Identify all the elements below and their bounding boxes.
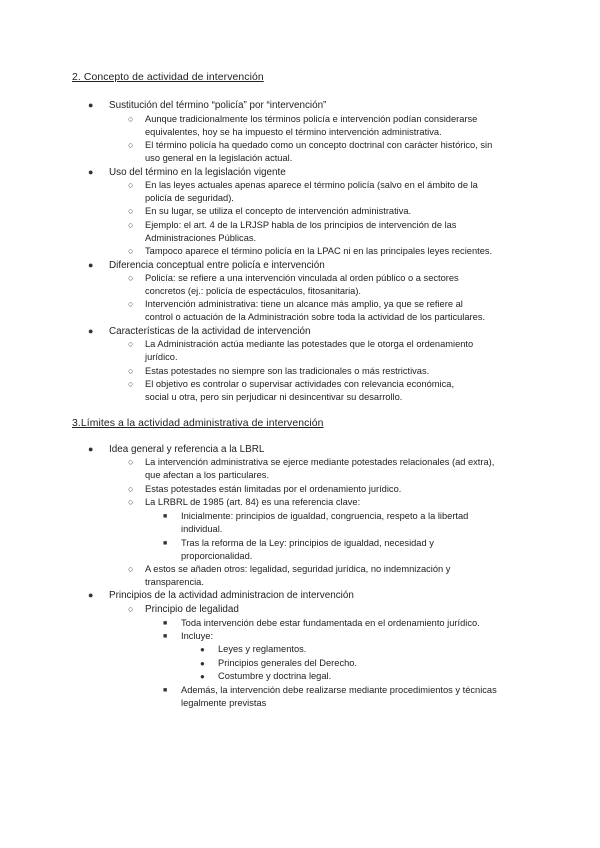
list-item-text: Estas potestades están limitadas por el ordenamiento jurídico. — [145, 484, 402, 494]
bullet-square-icon: ■ — [163, 633, 168, 640]
bullet-circle-icon: ○ — [128, 114, 134, 124]
list-item-text: Incluye: — [181, 631, 214, 641]
list-item-text: Intervención administrativa: tiene un alcance más amplio, ya que se refiere al — [145, 299, 463, 309]
list-item-label: Características de la actividad de intervención — [109, 326, 311, 337]
list-item-text: En su lugar, se utiliza el concepto de intervención administrativa. — [145, 206, 412, 216]
bullet-circle-icon: ○ — [128, 379, 134, 389]
list-item-text: Tampoco aparece el término policía en la LPAC ni en las principales leyes recientes. — [145, 246, 493, 256]
bullet-circle-icon: ○ — [128, 366, 134, 376]
list-item-label: Diferencia conceptual entre policía e intervención — [109, 260, 325, 271]
list-item-text: uso general en la legislación actual. — [145, 153, 293, 163]
bullet-square-icon: ■ — [163, 513, 168, 520]
list-item-label: Sustitución del término “policía” por “intervención” — [109, 100, 327, 111]
bullet-square-icon: ■ — [163, 620, 168, 627]
bullet-circle-icon: ○ — [128, 246, 134, 256]
bullet-circle-icon: ○ — [128, 273, 134, 283]
bullet-disc-icon: ● — [88, 100, 94, 110]
bullet-circle-icon: ○ — [128, 220, 134, 230]
bullet-disc-icon: ● — [88, 444, 94, 454]
list-item-text: proporcionalidad. — [181, 551, 253, 561]
bullet-disc-icon: ● — [88, 260, 94, 270]
bullet-circle-icon: ○ — [128, 299, 134, 309]
list-item-text: Estas potestades no siempre son las tradicionales o más restrictivas. — [145, 366, 430, 376]
list-item-text: Ejemplo: el art. 4 de la LRJSP habla de los principios de intervención de las — [145, 220, 457, 230]
list-item-label: Principio de legalidad — [145, 604, 239, 615]
bullet-circle-icon: ○ — [128, 339, 134, 349]
bullet-disc-icon: ● — [200, 672, 205, 681]
list-item-text: Inicialmente: principios de igualdad, congruencia, respeto a la libertad — [181, 511, 469, 521]
list-item-text: A estos se añaden otros: legalidad, seguridad jurídica, no indemnización y — [145, 564, 451, 574]
list-item-text: En las leyes actuales apenas aparece el término policía (salvo en el ámbito de la — [145, 180, 478, 190]
bullet-disc-icon: ● — [88, 326, 94, 336]
section-3-heading: 3.Límites a la actividad administrativa de intervención — [72, 418, 324, 429]
bullet-square-icon: ■ — [163, 687, 168, 694]
list-item-text: legalmente previstas — [181, 698, 267, 708]
list-item-text: Toda intervención debe estar fundamentada en el ordenamiento jurídico. — [181, 618, 480, 628]
list-item-text: Además, la intervención debe realizarse mediante procedimientos y técnicas — [181, 685, 497, 695]
list-item-text: La LRBRL de 1985 (art. 84) es una referencia clave: — [145, 497, 361, 507]
bullet-circle-icon: ○ — [128, 564, 134, 574]
bullet-circle-icon: ○ — [128, 604, 134, 614]
list-item-text: Administraciones Públicas. — [145, 233, 257, 243]
list-item-text: individual. — [181, 524, 223, 534]
list-item-label: Uso del término en la legislación vigente — [109, 167, 286, 178]
section-2-heading: 2. Concepto de actividad de intervención — [72, 72, 264, 83]
list-item-text: La intervención administrativa se ejerce mediante potestades relacionales (ad extra), — [145, 457, 495, 467]
list-item-text: que afectan a los particulares. — [145, 470, 270, 480]
list-item-text: concretos (ej.: policía de espectáculos, fitosanitaria). — [145, 286, 362, 296]
list-item-text: jurídico. — [145, 352, 178, 362]
bullet-disc-icon: ● — [200, 659, 205, 668]
list-item-text: policía de seguridad). — [145, 193, 234, 203]
list-item-text: transparencia. — [145, 577, 204, 587]
bullet-square-icon: ■ — [163, 540, 168, 547]
bullet-circle-icon: ○ — [128, 457, 134, 467]
bullet-disc-icon: ● — [88, 590, 94, 600]
list-item-text: La Administración actúa mediante las potestades que le otorga el ordenamiento — [145, 339, 474, 349]
list-item-text: Costumbre y doctrina legal. — [218, 671, 332, 681]
list-item-text: Policía: se refiere a una intervención vinculada al orden público o a sectores — [145, 273, 459, 283]
list-item-text: equivalentes, hoy se ha impuesto el término intervención administrativa. — [145, 127, 442, 137]
list-item-text: Principios generales del Derecho. — [218, 658, 358, 668]
bullet-circle-icon: ○ — [128, 484, 134, 494]
list-item-label: Idea general y referencia a la LBRL — [109, 444, 265, 455]
list-item-text: El objetivo es controlar o supervisar actividades con relevancia económica, — [145, 379, 455, 389]
bullet-circle-icon: ○ — [128, 180, 134, 190]
list-item-text: Tras la reforma de la Ley: principios de igualdad, necesidad y — [181, 538, 434, 548]
list-item-text: El término policía ha quedado como un concepto doctrinal con carácter histórico, sin — [145, 140, 493, 150]
list-item-text: Leyes y reglamentos. — [218, 644, 307, 654]
list-item-text: Aunque tradicionalmente los términos policía e intervención podían considerarse — [145, 114, 478, 124]
bullet-circle-icon: ○ — [128, 140, 134, 150]
bullet-disc-icon: ● — [88, 167, 94, 177]
list-item-label: Principios de la actividad administracion de intervención — [109, 590, 354, 601]
bullet-circle-icon: ○ — [128, 206, 134, 216]
list-item-text: social u otra, pero sin perjudicar ni desincentivar su desarrollo. — [145, 392, 403, 402]
bullet-circle-icon: ○ — [128, 497, 134, 507]
bullet-disc-icon: ● — [200, 645, 205, 654]
list-item-text: control o actuación de la Administración sobre toda la actividad de los particulares. — [145, 312, 486, 322]
